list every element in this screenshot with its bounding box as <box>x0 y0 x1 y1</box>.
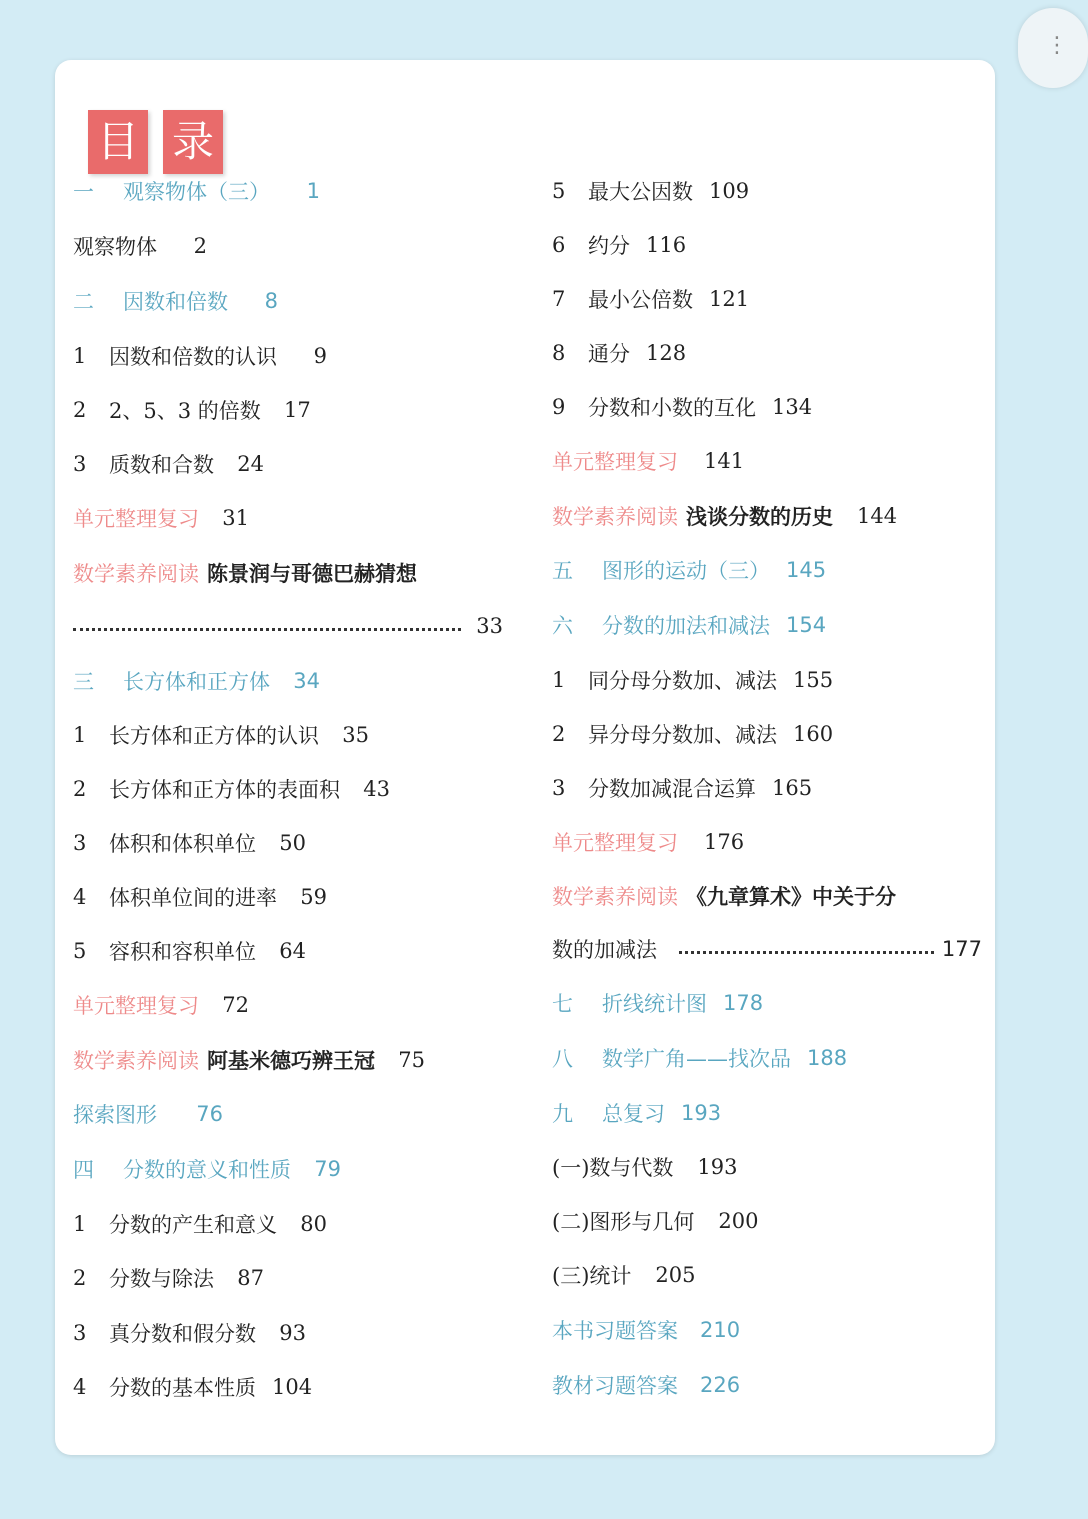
toc-item[interactable] <box>552 338 686 368</box>
unit-title: 教材习题答案 <box>552 1374 678 1398</box>
toc-unit-1[interactable] <box>73 176 320 206</box>
item-number: 9 <box>552 395 566 419</box>
item-title: 异分母分数加、减法 <box>588 723 777 747</box>
page-number: 17 <box>284 398 311 422</box>
item-number: 4 <box>73 1375 87 1399</box>
item-number: 6 <box>552 233 566 257</box>
unit-number: 九 <box>552 1102 573 1126</box>
toc-item[interactable] <box>552 176 749 206</box>
page-number: 75 <box>398 1048 425 1072</box>
item-number: 5 <box>73 939 87 963</box>
dot-leader <box>679 951 934 954</box>
page-number: 128 <box>646 341 687 365</box>
more-vertical-icon: ⋮ <box>1046 33 1068 58</box>
item-title: 分数加减混合运算 <box>588 777 756 801</box>
page-number: 200 <box>718 1209 759 1233</box>
toc-item[interactable] <box>73 1263 264 1293</box>
item-number: 3 <box>552 776 566 800</box>
review-label: 单元整理复习 <box>73 507 199 531</box>
toc-item[interactable] <box>552 719 833 749</box>
unit-title: 数学广角——找次品 <box>602 1047 791 1071</box>
item-number: 4 <box>73 885 87 909</box>
page-number: 8 <box>264 289 278 313</box>
unit-number: 六 <box>552 614 573 638</box>
item-title: 因数和倍数的认识 <box>109 345 277 369</box>
toc-answers-book[interactable] <box>552 1315 740 1345</box>
toc-unit-8[interactable] <box>552 1043 847 1073</box>
unit-number: 七 <box>552 992 573 1016</box>
toc-review[interactable] <box>552 827 744 857</box>
item-number: 8 <box>552 341 566 365</box>
item-number: 3 <box>73 831 87 855</box>
unit-title: 因数和倍数 <box>123 290 228 314</box>
unit-title: 观察物体（三） <box>123 180 270 204</box>
page-number: 154 <box>786 613 827 637</box>
toc-reading-title[interactable] <box>552 881 896 911</box>
unit-number: 五 <box>552 559 573 583</box>
page-number: 210 <box>700 1318 741 1342</box>
item-title: 观察物体 <box>73 235 157 259</box>
item-number: 3 <box>73 1321 87 1345</box>
page-number: 33 <box>476 614 503 638</box>
page-number: 76 <box>196 1102 223 1126</box>
unit-title: 总复习 <box>602 1102 665 1126</box>
page-number: 72 <box>222 993 249 1017</box>
review-label: 单元整理复习 <box>552 450 678 474</box>
item-title: 分数的产生和意义 <box>109 1213 277 1237</box>
toc-unit-5[interactable] <box>552 555 826 585</box>
page-number: 226 <box>700 1373 741 1397</box>
item-number: 2 <box>73 398 87 422</box>
toc-item[interactable] <box>73 720 369 750</box>
item-number: 7 <box>552 287 566 311</box>
reading-title: 陈景润与哥德巴赫猜想 <box>207 562 417 586</box>
toc-item[interactable] <box>73 882 327 912</box>
page-number: 177 <box>941 937 982 961</box>
item-title: 质数和合数 <box>109 453 214 477</box>
unit-title: 分数的加法和减法 <box>602 614 770 638</box>
page-number: 141 <box>704 449 745 473</box>
item-title: 体积单位间的进率 <box>109 886 277 910</box>
page-number: 93 <box>279 1321 306 1345</box>
toc-reading-page[interactable] <box>73 611 503 641</box>
toc-unit-4[interactable] <box>73 1154 341 1184</box>
toc-item[interactable] <box>73 395 311 425</box>
item-title: (一)数与代数 <box>552 1156 674 1180</box>
review-label: 单元整理复习 <box>552 831 678 855</box>
page-number: 87 <box>237 1266 264 1290</box>
item-title: 通分 <box>588 342 630 366</box>
item-number: 3 <box>73 452 87 476</box>
page-number: 193 <box>681 1101 722 1125</box>
item-number: 1 <box>73 344 87 368</box>
page-number: 109 <box>709 179 750 203</box>
reading-label: 数学素养阅读 <box>552 505 678 529</box>
reading-title: 浅谈分数的历史 <box>686 505 833 529</box>
unit-number: 四 <box>73 1158 94 1182</box>
toc-item[interactable] <box>73 449 264 479</box>
item-title: 最小公倍数 <box>588 288 693 312</box>
unit-title: 折线统计图 <box>602 992 707 1016</box>
toc-item[interactable] <box>552 1260 695 1290</box>
toc-unit-explore[interactable] <box>73 1099 223 1129</box>
unit-number: 八 <box>552 1047 573 1071</box>
toc-unit-6[interactable] <box>552 610 826 640</box>
review-label: 单元整理复习 <box>73 994 199 1018</box>
page-number: 80 <box>300 1212 327 1236</box>
toc-answers-textbook[interactable] <box>552 1370 740 1400</box>
page-number: 134 <box>772 395 813 419</box>
toc-review[interactable] <box>73 503 249 533</box>
page-number: 178 <box>723 991 764 1015</box>
toc-review[interactable] <box>552 446 744 476</box>
page-number: 9 <box>313 344 327 368</box>
toc-unit-2[interactable] <box>73 286 278 316</box>
toc-item[interactable] <box>73 1209 327 1239</box>
page-number: 116 <box>646 233 687 257</box>
item-title: 长方体和正方体的认识 <box>109 724 319 748</box>
item-number: 2 <box>73 777 87 801</box>
toc-reading-page[interactable] <box>552 934 982 964</box>
page-number: 59 <box>300 885 327 909</box>
toc-review[interactable] <box>73 990 249 1020</box>
reading-title-cont: 数的加减法 <box>552 938 657 962</box>
toc-item[interactable] <box>552 230 686 260</box>
unit-title: 分数的意义和性质 <box>123 1158 291 1182</box>
item-number: 1 <box>73 723 87 747</box>
toc-item[interactable] <box>73 1318 306 1348</box>
reading-label: 数学素养阅读 <box>73 562 199 586</box>
toc-unit-9[interactable] <box>552 1098 721 1128</box>
reading-title: 阿基米德巧辨王冠 <box>207 1049 375 1073</box>
page-number: 165 <box>772 776 813 800</box>
title-char-2: 录 <box>163 110 223 174</box>
dot-leader <box>73 628 461 631</box>
item-number: 1 <box>73 1212 87 1236</box>
item-title: 真分数和假分数 <box>109 1322 256 1346</box>
page-number: 176 <box>704 830 745 854</box>
toc-reading[interactable] <box>552 501 897 531</box>
page-number: 34 <box>293 669 320 693</box>
reading-label: 数学素养阅读 <box>73 1049 199 1073</box>
toc-unit-7[interactable] <box>552 988 763 1018</box>
toc-unit-3[interactable] <box>73 666 320 696</box>
item-title: (二)图形与几何 <box>552 1210 695 1234</box>
item-number: 2 <box>552 722 566 746</box>
toc-item[interactable] <box>73 828 306 858</box>
toc-item[interactable] <box>552 1152 737 1182</box>
unit-title: 探索图形 <box>73 1103 157 1127</box>
toc-item[interactable] <box>552 773 812 803</box>
item-title: 最大公因数 <box>588 180 693 204</box>
item-title: 约分 <box>588 234 630 258</box>
reading-title: 《九章算术》中关于分 <box>686 885 896 909</box>
page-number: 205 <box>655 1263 696 1287</box>
title-char-1: 目 <box>88 110 148 174</box>
item-number: 2 <box>73 1266 87 1290</box>
reading-label: 数学素养阅读 <box>552 885 678 909</box>
toc-item[interactable] <box>73 1372 312 1402</box>
page-number: 64 <box>279 939 306 963</box>
item-title: 分数与除法 <box>109 1267 214 1291</box>
page-number: 50 <box>279 831 306 855</box>
toc-item[interactable] <box>73 774 390 804</box>
page-number: 31 <box>222 506 249 530</box>
page-number: 2 <box>193 234 207 258</box>
menu-button[interactable] <box>1018 8 1088 88</box>
toc-item[interactable] <box>552 392 812 422</box>
toc-item[interactable] <box>552 284 749 314</box>
item-title: 同分母分数加、减法 <box>588 669 777 693</box>
toc-reading-title[interactable] <box>73 558 417 588</box>
toc-card <box>55 60 995 1455</box>
unit-title: 图形的运动（三） <box>602 559 770 583</box>
page-number: 144 <box>857 504 898 528</box>
item-number: 5 <box>552 179 566 203</box>
page-number: 1 <box>306 179 320 203</box>
toc-item[interactable] <box>73 231 207 261</box>
page-number: 35 <box>342 723 369 747</box>
unit-title: 本书习题答案 <box>552 1319 678 1343</box>
page-number: 24 <box>237 452 264 476</box>
page-number: 160 <box>793 722 834 746</box>
toc-item[interactable] <box>73 341 327 371</box>
toc-item[interactable] <box>73 936 306 966</box>
item-title: 体积和体积单位 <box>109 832 256 856</box>
item-title: 长方体和正方体的表面积 <box>109 778 340 802</box>
page-number: 193 <box>697 1155 738 1179</box>
toc-item[interactable] <box>552 665 833 695</box>
item-number: 1 <box>552 668 566 692</box>
page-number: 145 <box>786 558 827 582</box>
unit-title: 长方体和正方体 <box>123 670 270 694</box>
page-number: 104 <box>272 1375 313 1399</box>
unit-number: 一 <box>73 180 94 204</box>
item-title: 分数的基本性质 <box>109 1376 256 1400</box>
item-title: 分数和小数的互化 <box>588 396 756 420</box>
page-number: 79 <box>314 1157 341 1181</box>
toc-reading[interactable] <box>73 1045 425 1075</box>
page-number: 155 <box>793 668 834 692</box>
page-number: 43 <box>363 777 390 801</box>
item-title: 2、5、3 的倍数 <box>109 399 261 423</box>
toc-item[interactable] <box>552 1206 758 1236</box>
unit-number: 三 <box>73 670 94 694</box>
unit-number: 二 <box>73 290 94 314</box>
page-number: 188 <box>807 1046 848 1070</box>
page-number: 121 <box>709 287 750 311</box>
item-title: 容积和容积单位 <box>109 940 256 964</box>
item-title: (三)统计 <box>552 1264 632 1288</box>
